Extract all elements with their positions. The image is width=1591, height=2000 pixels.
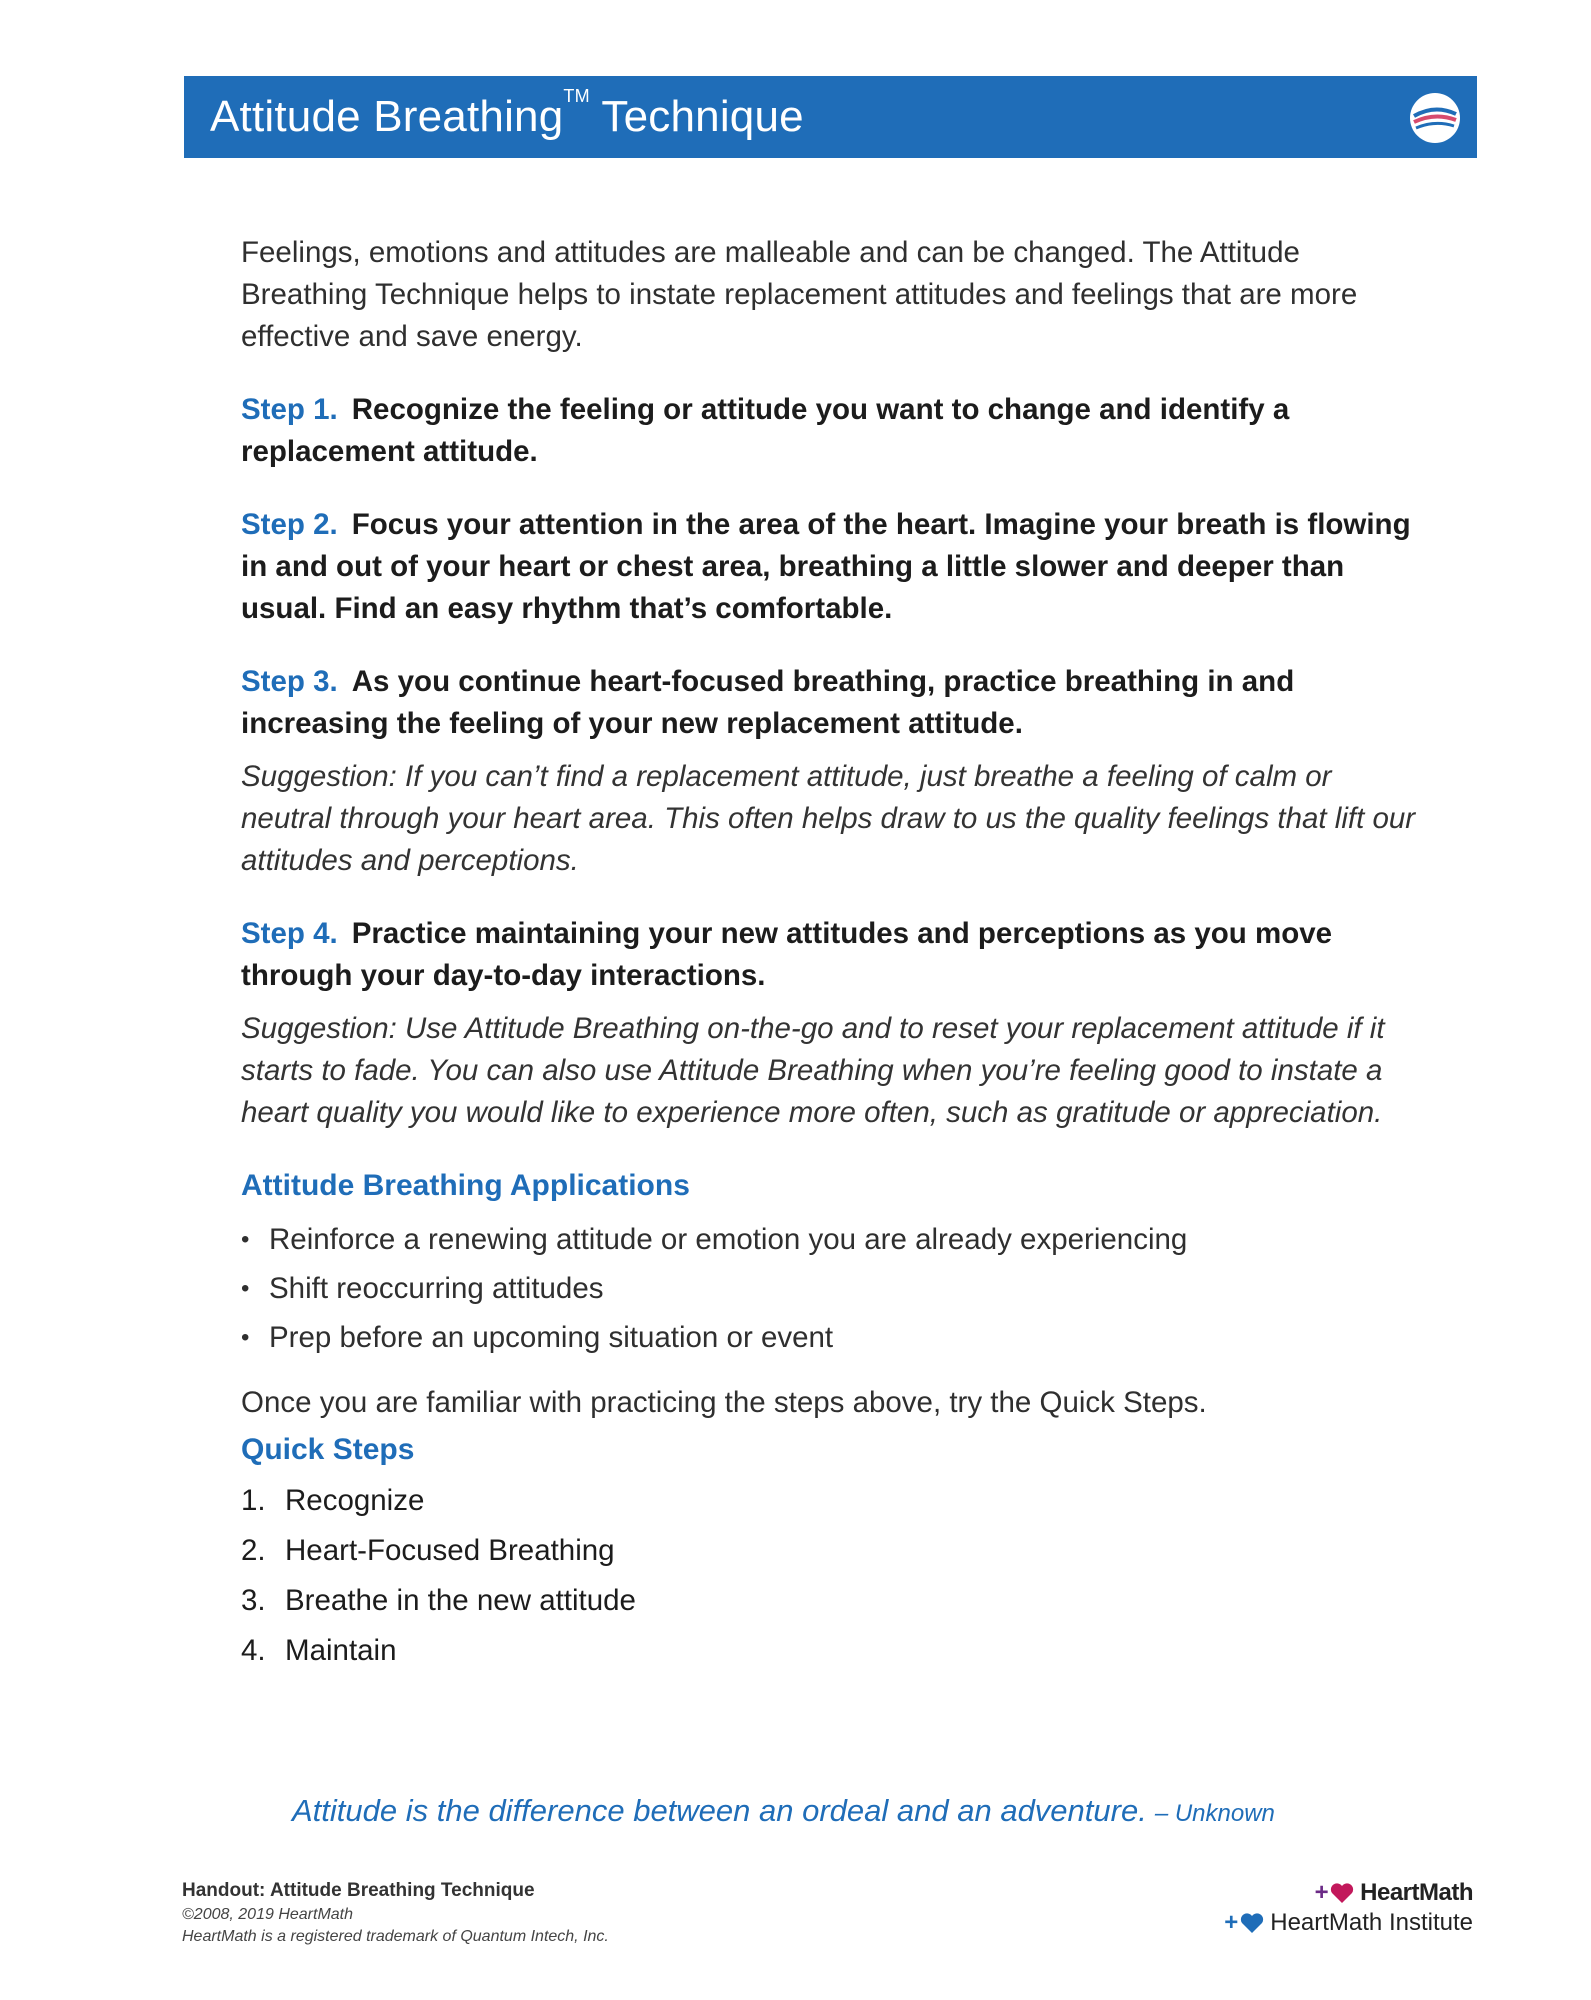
footer-copyright: ©2008, 2019 HeartMath [182,1906,354,1923]
list-item-text: Heart-Focused Breathing [285,1534,615,1567]
heartmath-institute-logo [1224,1908,1473,1938]
applications-heading: Attitude Breathing Applications [241,1169,690,1202]
bullet: • [241,1226,250,1253]
heartmath-globe-icon [1409,92,1461,144]
footer-info [182,1878,609,1948]
list-number: 3. [241,1584,266,1617]
step-4 [241,913,1421,997]
quick-steps-heading: Quick Steps [241,1433,415,1466]
list-item-text: Recognize [285,1484,425,1517]
list-number: 4. [241,1634,266,1667]
heart-icon [1240,1912,1264,1934]
list-item [241,1215,1421,1264]
bullet: • [241,1275,250,1302]
footer-trademark-note: HeartMath is a registered trademark of Quantum Intech, Inc. [182,1928,609,1945]
suggestion-2: Suggestion: Use Attitude Breathing on-the-go and to reset your replacement attitude if it starts to fade. You can also use Attitude Breathing when you’re feeling good to instate a heart quality you would like to experience more often, such as gratitude or appreciation. [241,1012,1385,1129]
step-text: Recognize the feeling or attitude you want to change and identify a replacement attitude. [241,393,1290,468]
list-item [241,1476,1421,1526]
page-title [210,86,804,142]
heart-icon [1330,1882,1354,1904]
trademark-mark: TM [563,86,590,106]
plus-icon: + [1314,1879,1329,1906]
step-text: As you continue heart-focused breathing, practice breathing in and increasing the feeling of your new replacement attitude. [241,665,1295,740]
title-main: Attitude Breathing [210,92,564,141]
page-header [184,76,1477,158]
step-label: Step 3. [241,665,338,698]
suggestion-1: Suggestion: If you can’t find a replacement attitude, just breathe a feeling of calm or neutral through your heart area. This often helps draw to us the quality feelings that lift our attitudes and perceptions. [241,760,1416,877]
list-item [241,1626,1421,1676]
quick-steps-list [241,1476,1421,1676]
footer-title: Handout: Attitude Breathing Technique [182,1880,535,1901]
quick-steps-intro: Once you are familiar with practicing the steps above, try the Quick Steps. [241,1386,1207,1419]
quote-text: Attitude is the difference between an ordeal and an adventure. [292,1793,1147,1828]
main-content [241,232,1421,1676]
list-item-text: Shift reoccurring attitudes [269,1272,604,1305]
list-item-text: Maintain [285,1634,397,1667]
list-number: 1. [241,1484,266,1517]
list-number: 2. [241,1534,266,1567]
bullet: • [241,1324,250,1351]
step-1 [241,389,1421,473]
intro-paragraph: Feelings, emotions and attitudes are malleable and can be changed. The Attitude Breathing Technique helps to instate replacement attitudes and feelings that are more effective and save energy. [241,236,1358,353]
applications-list [241,1215,1421,1362]
step-label: Step 4. [241,917,338,950]
brand-name: HeartMath [1360,1879,1473,1906]
brand-name: HeartMath Institute [1270,1909,1473,1936]
title-suffix: Technique [601,92,804,141]
step-text: Focus your attention in the area of the heart. Imagine your breath is flowing in and out of your heart or chest area, breathing a little slower and deeper than usual. Find an easy rhythm that’s comfortable. [241,508,1411,625]
list-item-text: Breathe in the new attitude [285,1584,636,1617]
step-3 [241,661,1421,745]
heartmath-logo [1224,1878,1473,1908]
list-item-text: Reinforce a renewing attitude or emotion you are already experiencing [269,1223,1188,1256]
closing-quote [292,1793,1275,1829]
plus-icon: + [1224,1909,1239,1936]
step-label: Step 1. [241,393,338,426]
step-label: Step 2. [241,508,338,541]
step-text: Practice maintaining your new attitudes and perceptions as you move through your day-to-day interactions. [241,917,1333,992]
list-item [241,1576,1421,1626]
list-item [241,1264,1421,1313]
step-2 [241,504,1421,630]
footer-brand-logos [1224,1878,1473,1938]
list-item [241,1526,1421,1576]
list-item [241,1313,1421,1362]
list-item-text: Prep before an upcoming situation or event [269,1321,834,1354]
quote-attribution: – Unknown [1154,1800,1275,1827]
